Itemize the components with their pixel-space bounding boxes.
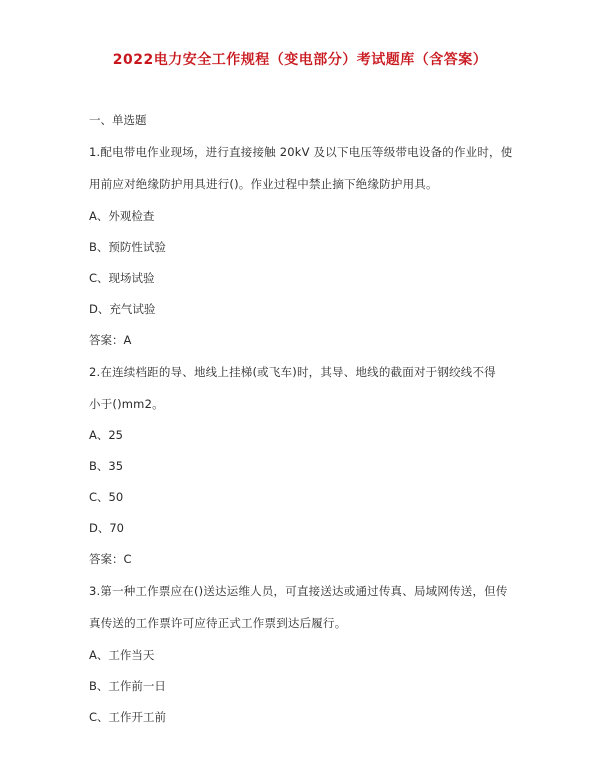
question-3-stem-line-1: 3.第一种工作票应在()送达运维人员，可直接送达或通过传真、局域网传送，但传 bbox=[89, 584, 508, 598]
question-2-stem-line-2: 小于()mm2。 bbox=[89, 397, 164, 411]
question-2-stem-line-1: 2.在连续档距的导、地线上挂梯(或飞车)时，其导、地线的截面对于钢绞线不得 bbox=[89, 365, 496, 379]
question-3-option-a: A、工作当天 bbox=[89, 648, 155, 662]
question-2-answer: 答案：C bbox=[89, 552, 132, 566]
question-3-stem-line-2: 真传送的工作票许可应待正式工作票到达后履行。 bbox=[89, 616, 347, 630]
document-title: 2022电力安全工作规程（变电部分）考试题库（含答案） bbox=[112, 52, 488, 68]
question-1-option-a: A、外观检查 bbox=[89, 209, 155, 223]
question-2-option-d: D、70 bbox=[89, 521, 124, 535]
question-1-answer: 答案：A bbox=[89, 333, 132, 347]
section-heading: 一、单选题 bbox=[89, 113, 147, 127]
question-3-option-b: B、工作前一日 bbox=[89, 679, 166, 693]
question-2-option-a: A、25 bbox=[89, 428, 124, 442]
question-3-option-c: C、工作开工前 bbox=[89, 710, 167, 724]
question-1-option-d: D、充气试验 bbox=[89, 302, 156, 316]
question-1-option-c: C、现场试验 bbox=[89, 271, 155, 285]
question-1-stem-line-2: 用前应对绝缘防护用具进行()。作业过程中禁止摘下绝缘防护用具。 bbox=[89, 177, 438, 191]
question-1-option-b: B、预防性试验 bbox=[89, 240, 166, 254]
question-2-option-b: B、35 bbox=[89, 459, 124, 473]
question-2-option-c: C、50 bbox=[89, 490, 124, 504]
question-1-stem-line-1: 1.配电带电作业现场，进行直接接触 20kV 及以下电压等级带电设备的作业时，使 bbox=[89, 145, 513, 159]
